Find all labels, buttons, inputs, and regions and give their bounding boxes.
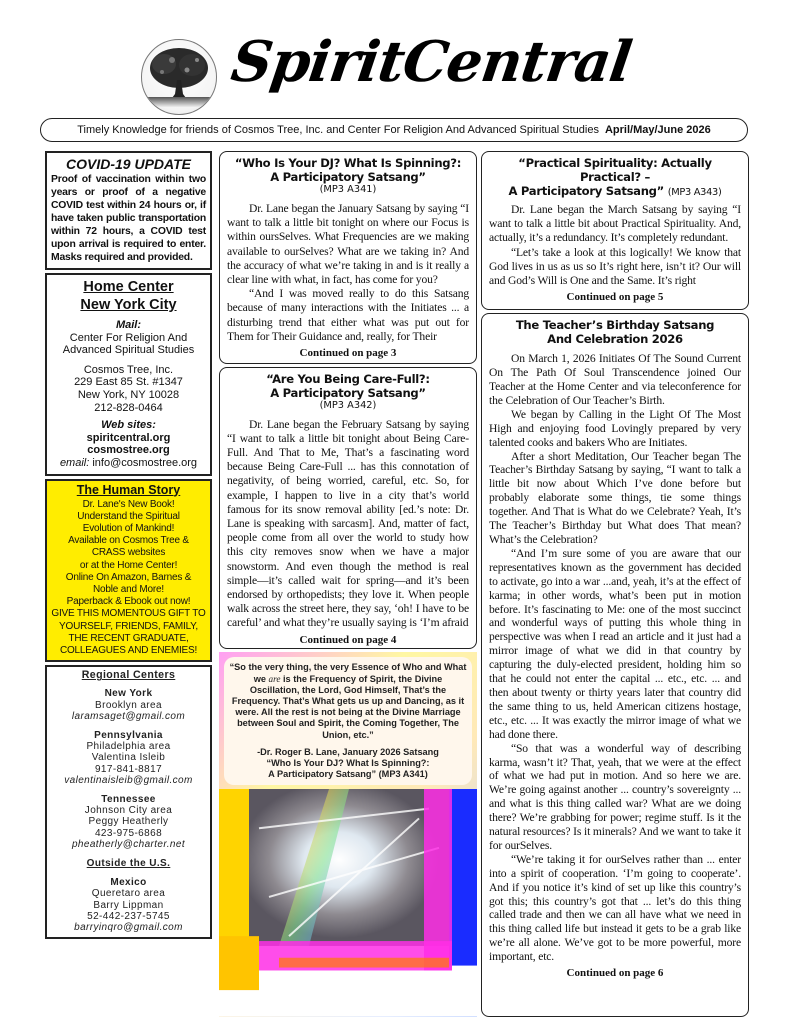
tagline-bar [40, 118, 748, 142]
center-state: Tennessee [101, 794, 156, 805]
human-story-line: GIVE THIS MOMENTOUS GIFT TO [51, 608, 206, 620]
title-line: “Practical Spirituality: Actually Practical? – [518, 156, 712, 184]
human-story-line: YOURSELF, FRIENDS, FAMILY, [59, 620, 198, 632]
tree-icon [142, 40, 216, 114]
center-email[interactable]: valentinaisleib@gmail.com [64, 774, 193, 786]
paragraph: After a short Meditation, Our Teacher began The Teacher’s Birthday Satsang by saying, “I want to talk a little bit now about Which I’ve done before but probably elaborate some things, tie some things together. And That is What do we Celebrate? Yeah, It’s The Teacher’s Birthday but What does That mean? What’s the Celebration? [489, 449, 741, 546]
quote-attribution [229, 747, 467, 781]
article-body [227, 202, 469, 344]
website-link-2[interactable]: cosmostree.org [87, 444, 170, 457]
phone: 212-828-0464 [94, 401, 163, 414]
article-teachers-birthday [481, 313, 749, 1017]
quote-text: “So the very thing, the very Essence of Who and What we [229, 662, 467, 684]
center-area: Johnson City area [84, 805, 173, 817]
human-story-line: Noble and More! [93, 583, 164, 595]
human-story-line: Paperback & Ebook out now! [66, 596, 191, 608]
human-story-line: Understand the Spiritual [77, 510, 180, 522]
quote-text-box [224, 657, 472, 785]
center-email[interactable]: barryinqro@gmail.com [74, 922, 183, 934]
human-story-line: CRASS websites [91, 547, 166, 559]
email-row [49, 457, 208, 470]
center-state: New York [104, 688, 153, 700]
email-label: email: [59, 456, 90, 469]
article-who-is-your-dj [219, 151, 477, 364]
article-are-you-being-care-full [219, 367, 477, 650]
quote-text: is the Frequency of Spirit, the Divine Oscillation, the Lord, God Himself, That’s the Frequency. That’s What gets us up and Dancing, as it were. All the rest is not being at the Divine Marriage between Soul and Spirit, the Coming Together, The Union, etc.” [231, 673, 465, 740]
paragraph: “Let’s take a look at this logically! We know that God lives in us as us so It’s right here, isn’t it? Our will and God’s Will is One and the Same. It’s right [489, 245, 741, 288]
title-line: “Are You Being Care-Full?: [266, 371, 430, 386]
center-area: Philadelphia area [86, 741, 171, 753]
center-email[interactable]: laramsaget@gmail.com [71, 710, 186, 722]
covid-text: Proof of vaccination within two years or proof of a negative COVID test within 24 hours or, if have taken public transportation within 72 hours, a COVID test upon arrival is required to enter. Masks required and provided. [51, 174, 206, 263]
article-title [227, 372, 469, 400]
home-center-box [45, 273, 212, 476]
email-link[interactable]: info@cosmostree.org [92, 456, 198, 469]
center-contact: Barry Lippman [93, 899, 164, 911]
continued-link[interactable]: Continued on page 4 [299, 633, 397, 646]
regional-center-new-york [49, 688, 208, 722]
mail-line-2: Advanced Spiritual Studies [62, 344, 195, 357]
regional-centers-box [45, 665, 212, 939]
regional-center-pennsylvania [49, 730, 208, 786]
address-line-3: New York, NY 10028 [77, 388, 180, 401]
title-line: A Participatory Satsang” [270, 170, 426, 184]
prism-light-artwork [219, 789, 477, 1017]
middle-column [219, 151, 477, 1017]
paragraph: Dr. Lane began the January Satsang by saying “I want to talk a little bit tonight on where our Focus is within oursSelves. What Frequencies are we making available to ourSelves? What are we taking in? And the accuracy of what we’re taking in and is it really a clear line with what, in fact, has come for you? [227, 202, 469, 287]
mail-label: Mail: [115, 319, 142, 331]
mp3-code: (MP3 A343) [667, 187, 722, 198]
home-center-heading-1: Home Center [83, 279, 174, 295]
outside-us-heading: Outside the U.S. [86, 858, 171, 870]
title-line: And Celebration 2026 [547, 332, 683, 347]
human-story-line: Online On Amazon, Barnes & [65, 571, 192, 583]
center-phone: 917-841-8817 [94, 763, 163, 775]
center-contact: Peggy Heatherly [88, 816, 169, 828]
continued-link[interactable]: Continued on page 3 [299, 347, 397, 360]
quote-emphasis: are [268, 673, 281, 684]
center-state: Pennsylvania [94, 729, 163, 741]
mp3-code: (MP3 A342) [319, 399, 377, 411]
human-story-line: THE RECENT GRADUATE, [68, 632, 189, 644]
article-practical-spirituality [481, 151, 749, 310]
prism-light-image [219, 789, 477, 1017]
regional-center-mexico [49, 877, 208, 933]
paragraph: Dr. Lane began the March Satsang by saying “I want to talk a little bit about Practical Spirituality. And, actually, it’s a redundancy. It’s completely redundant. [489, 203, 741, 245]
article-body [489, 352, 741, 964]
issue-date: April/May/June 2026 [604, 124, 711, 136]
paragraph: “We’re taking it for ourSelves rather than ... enter into a spirit of cooperation. ‘I’m going to cooperate’. And if you notice it’s kind of set up like this country’s got this; this country’s got that ... let’s do this thing called trade and then we can all have what we need in this thing called life but instead it gets to be a grab like we’re all alone. We’ve got to be more powerful, more important, etc. [489, 852, 741, 964]
paragraph: “So that was a wonderful way of describing karma, wasn’t it? That, yeah, that we were at the effect of what we had put in motion. And so here we are. We’re going against another ... country’s sovereignty ... and what is this thing called war? What are we doing there? We’re grabbing for power; regime stuff. Is it the natural resources? Is it minerals? And we want to take it for ourSelves. [489, 741, 741, 852]
human-story-box [45, 479, 212, 663]
title-line-with-code [489, 184, 741, 200]
paragraph: Dr. Lane began the February Satsang by saying “I want to talk a little bit tonight about Being Care-Full. And That to Me, That’s a fascinating word because Being Care-Full ... has this connotation of negativity, of being worried, careful, etc. So, for example, I happen to live in a city that’s world famous for its snow removal ability [ed.’s note: Dr. Lane is speaking with sarcasm]. And, matter of fact, people come from all over the world to study how this city removes snow when we have a major snowstorm. And even though the method is real simple—it’s called wait for spring—and it’s been endorsed by orthopedists; they love it. When people walk across the street here, they say, ‘oh! I have to be careful’ and what they’re usually saying is ‘I’m afraid [227, 417, 469, 630]
covid-update-box [45, 151, 212, 270]
human-story-line: Evolution of Mankind! [82, 522, 175, 534]
paragraph: “And I was moved really to do this Satsang because of many interactions with the Initiates ... a disturbing trend that either what was put out for Them for Their Guidance and, really, for Their [227, 287, 469, 343]
center-contact: Valentina Isleib [91, 752, 166, 764]
attribution-line: A Participatory Satsang” (MP3 A341) [268, 769, 428, 780]
regional-center-tennessee [49, 794, 208, 850]
human-story-line: COLLEAGUES AND ENEMIES! [59, 644, 198, 656]
article-title [227, 156, 469, 184]
article-body [227, 418, 469, 631]
continued-link[interactable]: Continued on page 6 [566, 967, 664, 980]
attribution-line: “Who Is Your DJ? What Is Spinning?: [266, 757, 430, 768]
continued-link[interactable]: Continued on page 5 [566, 291, 664, 304]
title-line: “Who Is Your DJ? What Is Spinning?: [234, 156, 462, 170]
center-phone: 423-975-6868 [94, 827, 163, 839]
address-line-2: 229 East 85 St. #1347 [74, 376, 183, 389]
quote-body [229, 662, 467, 740]
mail-line-1: Center For Religion And [69, 331, 188, 344]
article-body [489, 203, 741, 288]
mp3-code: (MP3 A341) [319, 184, 377, 195]
human-story-line: Available on Cosmos Tree & [68, 535, 189, 547]
center-area: Queretaro area [91, 888, 166, 900]
article-title [489, 156, 741, 200]
paragraph: “And I’m sure some of you are aware that our representatives known as the government has decided to activate, go into a war ...and, yeah, it’s at the effect of karma; in other words, what’s been put in motion before. It’s fascinating to Me: one of the most succinct and wonderful ways of putting this whole thing in perspective was when I read an article and it just had a mirror image of what we did in that country by capturing the duly-elected president, holding him so that he could not enter the capital ... etc., etc. ... and then about twenty or thirty years later that country did the same thing to us, held American citizens hostage, etc., etc. ... It was exactly the mirror image of what we had done there. [489, 546, 741, 741]
right-column [481, 151, 749, 1017]
human-story-heading: The Human Story [76, 482, 181, 497]
paragraph: On March 1, 2026 Initiates Of The Sound Current On The Path Of Soul Transcendence joined Our Teacher at the Home Center and via teleconference for the Celebration of Our Teacher’s Birth. [489, 352, 741, 407]
home-center-heading-2: New York City [80, 297, 177, 313]
attribution-line: -Dr. Roger B. Lane, January 2026 Satsang [257, 746, 439, 757]
human-story-line: or at the Home Center! [79, 559, 178, 571]
title-line: The Teacher’s Birthday Satsang [515, 318, 715, 333]
website-link-1[interactable]: spiritcentral.org [86, 431, 171, 444]
title-line: A Participatory Satsang” [508, 184, 664, 198]
address-line-1: Cosmos Tree, Inc. [83, 363, 174, 376]
covid-heading: COVID-19 UPDATE [66, 156, 191, 172]
center-area: Brooklyn area [95, 699, 162, 711]
center-email[interactable]: pheatherly@charter.net [71, 838, 186, 850]
tagline-text: Timely Knowledge for friends of Cosmos Tree, Inc. and Center For Religion And Advanced Spiritual Studies [77, 124, 599, 136]
quote-feature [219, 652, 477, 1017]
article-title [489, 318, 741, 346]
title-line: A Participatory Satsang” [270, 385, 426, 400]
web-sites-label: Web sites: [101, 419, 156, 432]
regional-centers-heading: Regional Centers [81, 669, 176, 682]
left-sidebar [45, 151, 212, 939]
center-country: Mexico [110, 877, 147, 889]
masthead-title: SpiritCentral [227, 29, 635, 95]
cosmos-tree-logo [141, 39, 217, 115]
human-story-line: Dr. Lane's New Book! [82, 498, 175, 510]
paragraph: We began by Calling in the Light Of The Most High and enjoying food Lovingly prepared by very talented cooks and bakers Who are Initiates. [489, 407, 741, 449]
center-phone: 52-442-237-5745 [87, 910, 170, 922]
